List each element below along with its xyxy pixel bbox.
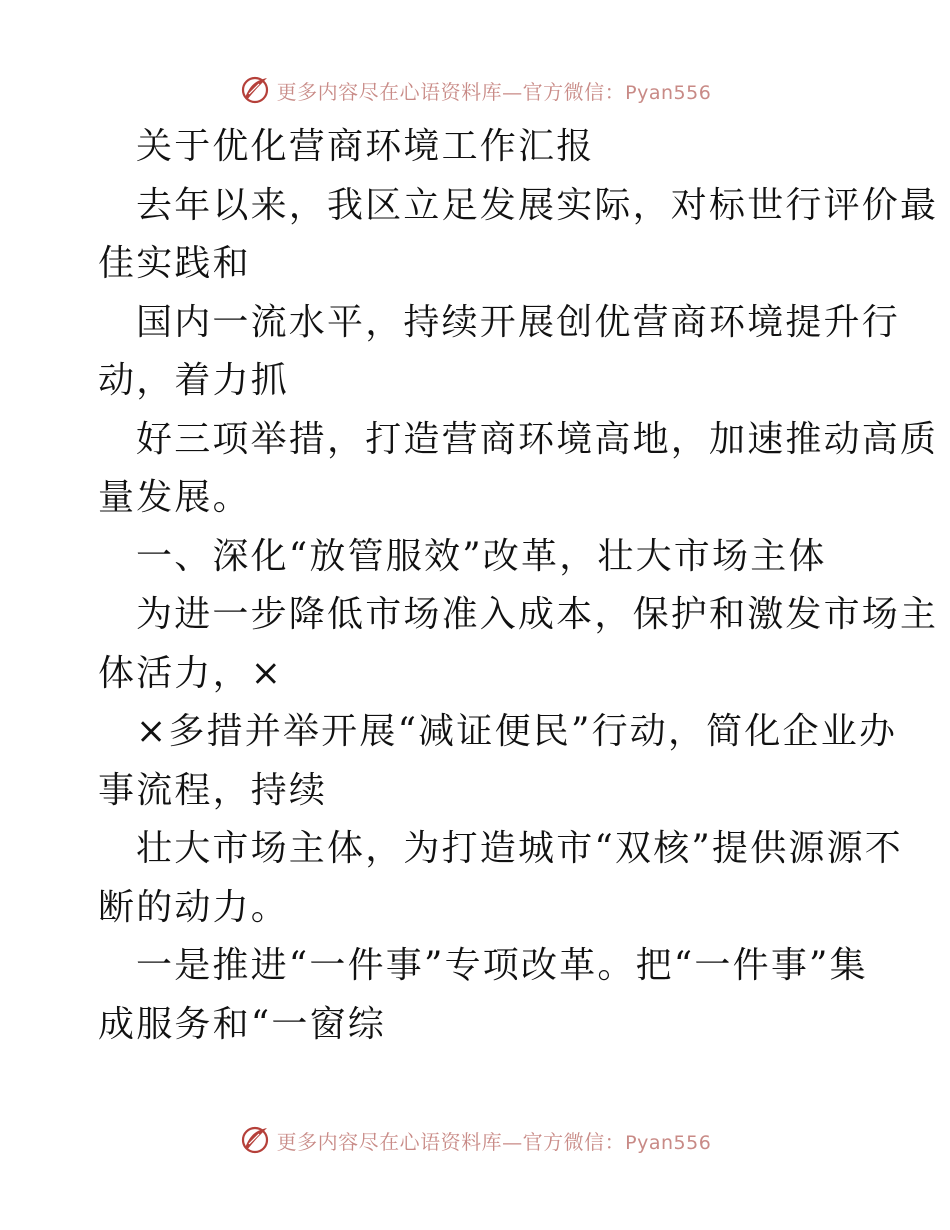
- watermark-dash: —: [502, 1129, 523, 1154]
- document-line: 为进一步降低市场准入成本，保护和激发市场主: [136, 594, 939, 635]
- document-line: 一、深化“放管服效”改革，壮大市场主体: [136, 535, 827, 577]
- document-line: 体活力，×: [98, 652, 284, 694]
- watermark-text: [277, 1126, 712, 1155]
- watermark-brand: 更多内容尽在心语资料库: [276, 1129, 503, 1154]
- document-line: 佳实践和: [98, 243, 251, 284]
- document-line: 壮大市场主体，为打造城市“双核”提供源源不: [136, 828, 904, 869]
- document-line: ×多措并举开展“减证便民”行动，简化企业办: [136, 711, 898, 752]
- document-line: 成服务和“一窗综: [98, 1003, 387, 1045]
- watermark-wechat-id: Pyan556: [625, 1131, 712, 1154]
- watermark-footer: [0, 1120, 950, 1160]
- document-body: [98, 118, 939, 1054]
- watermark-brand: 更多内容尽在心语资料库: [276, 79, 503, 104]
- document-line: 事流程，持续: [98, 769, 328, 811]
- pen-seal-logo-icon: [239, 74, 271, 106]
- watermark-wechat-label: 官方微信：: [522, 1129, 626, 1154]
- document-line: 动，着力抓: [98, 360, 290, 401]
- watermark-wechat-label: 官方微信：: [522, 79, 626, 104]
- document-line: 断的动力。: [98, 886, 290, 928]
- document-line: 关于优化营商环境工作汇报: [136, 126, 595, 167]
- watermark-dash: —: [502, 79, 523, 104]
- watermark-wechat-id: Pyan556: [625, 81, 712, 104]
- document-line: 好三项举措，打造营商环境高地，加速推动高质: [136, 418, 939, 460]
- document-line: 一是推进“一件事”专项改革。把“一件事”集: [136, 945, 868, 986]
- pen-seal-logo-icon: [239, 1124, 271, 1156]
- document-line: 量发展。: [98, 477, 251, 518]
- watermark-text: [277, 76, 712, 105]
- document-line: 去年以来，我区立足发展实际，对标世行评价最: [136, 184, 939, 226]
- watermark-header: [0, 70, 950, 110]
- document-line: 国内一流水平，持续开展创优营商环境提升行: [136, 301, 901, 343]
